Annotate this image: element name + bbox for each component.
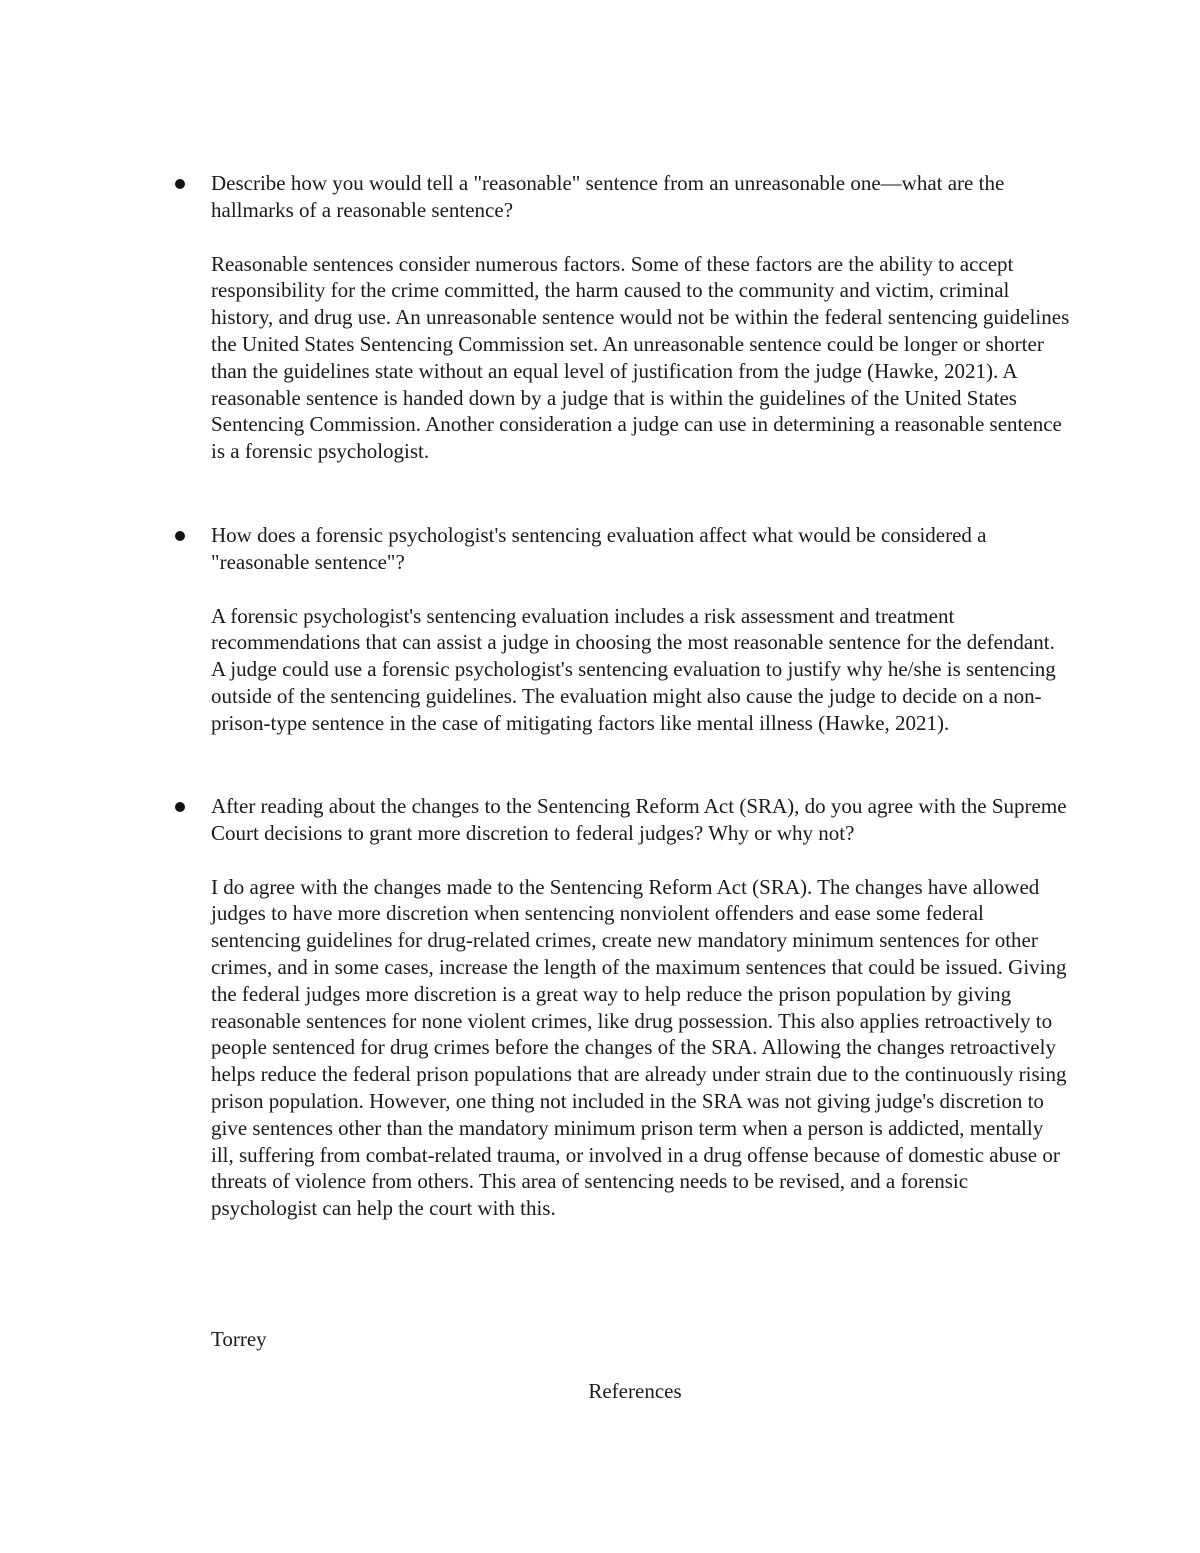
bullet-3 bbox=[175, 802, 185, 812]
answer-1: Reasonable sentences consider numerous factors. Some of these factors are the ability to accept responsibility for the crime committed, the harm caused to the community and victim, criminal history, and drug use. An unreasonable sentence would not be within the federal sentencing guidelines the United States Sentencing Commission set. An unreasonable sentence could be longer or shorter than the guidelines state without an equal level of justification from the judge (Hawke, 2021). A reasonable sentence is handed down by a judge that is within the guidelines of the United States Sentencing Commission. Another consideration a judge can use in determining a reasonable sentence is a forensic psychologist. bbox=[211, 251, 1070, 464]
references-heading: References bbox=[588, 1379, 682, 1403]
qa-item-1 bbox=[211, 170, 1071, 465]
qa-item-3 bbox=[211, 793, 1071, 1222]
question-1: Describe how you would tell a "reasonable" sentence from an unreasonable one—what are the hallmarks of a reasonable sentence? bbox=[211, 171, 1005, 222]
signature: Torrey bbox=[211, 1327, 267, 1351]
answer-2: A forensic psychologist's sentencing evaluation includes a risk assessment and treatment recommendations that can assist a judge in choosing the most reasonable sentence for the defendant. A judge could use a forensic psychologist's sentencing evaluation to justify why he/she is sentencing outside of the sentencing guidelines. The evaluation might also cause the judge to decide on a non-prison-type sentence in the case of mitigating factors like mental illness (Hawke, 2021). bbox=[211, 603, 1056, 735]
question-2: How does a forensic psychologist's sentencing evaluation affect what would be considered a "reasonable sentence"? bbox=[211, 523, 987, 574]
answer-3: I do agree with the changes made to the Sentencing Reform Act (SRA). The changes have allowed judges to have more discretion when sentencing nonviolent offenders and ease some federal sentencing guidelines for drug-related crimes, create new mandatory minimum sentences for other crimes, and in some cases, increase the length of the maximum sentences that could be issued. Giving the federal judges more discretion is a great way to help reduce the prison population by giving reasonable sentences for none violent crimes, like drug possession. This also applies retroactively to people sentenced for drug crimes before the changes of the SRA. Allowing the changes retroactively helps reduce the federal prison populations that are already under strain due to the continuously rising prison population. However, one thing not included in the SRA was not giving judge's discretion to give sentences other than the mandatory minimum prison term when a person is addicted, mentally ill, suffering from combat-related trauma, or involved in a drug offense because of domestic abuse or threats of violence from others. This area of sentencing needs to be revised, and a forensic psychologist can help the court with this. bbox=[211, 874, 1067, 1221]
question-3: After reading about the changes to the Sentencing Reform Act (SRA), do you agree with the Supreme Court decisions to grant more discretion to federal judges? Why or why not? bbox=[211, 794, 1067, 845]
bullet-1 bbox=[175, 179, 185, 189]
bullet-2 bbox=[175, 531, 185, 541]
qa-item-2 bbox=[211, 522, 1071, 737]
